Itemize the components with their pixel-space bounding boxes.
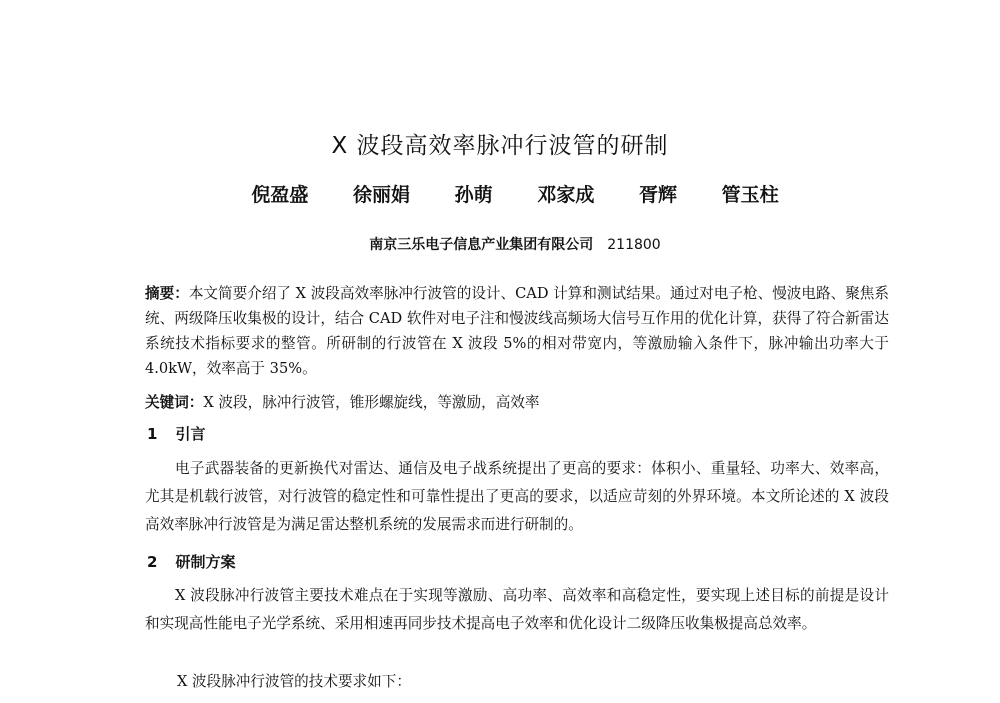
keywords-label: 关键词： bbox=[145, 394, 204, 411]
section-heading-introduction bbox=[147, 423, 205, 444]
section-heading-design-scheme bbox=[147, 551, 235, 572]
author-name: 徐丽娟 bbox=[353, 184, 411, 206]
author-name: 邓家成 bbox=[537, 184, 595, 206]
author-name: 倪盈盛 bbox=[251, 184, 309, 206]
author-name: 管玉柱 bbox=[721, 184, 779, 206]
keywords bbox=[145, 390, 889, 415]
abstract bbox=[145, 281, 889, 381]
paper-title: X 波段高效率脉冲行波管的研制 bbox=[331, 133, 669, 159]
affiliation bbox=[0, 234, 1000, 254]
section-number: 2 bbox=[147, 553, 158, 571]
zipcode: 211800 bbox=[607, 237, 661, 253]
keywords-text: X 波段，脉冲行波管，锥形螺旋线，等激励，高效率 bbox=[203, 394, 540, 411]
author-name: 孙萌 bbox=[454, 184, 493, 206]
section-title: 引言 bbox=[175, 425, 206, 443]
requirements-intro: X 波段脉冲行波管的技术要求如下： bbox=[177, 673, 411, 690]
section-number: 1 bbox=[147, 425, 158, 443]
affiliation-name: 南京三乐电子信息产业集团有限公司 bbox=[369, 237, 594, 253]
abstract-text: 本文简要介绍了 X 波段高效率脉冲行波管的设计、CAD 计算和测试结果。通过对电子枪、慢波电路、聚焦系统、两级降压收集极的设计，结合 CAD 软件对电子注和慢波线高频场大信号互作用的优化计算，获得了符合新雷达系统技术指标要求的整管。所研制的行波管在 X 波段 5%的相对带宽内，等激励输入条件下，脉冲输出功率大于 4.0kW，效率高于 35%。 bbox=[145, 285, 889, 377]
design-scheme-paragraph: X 波段脉冲行波管主要技术难点在于实现等激励、高功率、高效率和高稳定性，要实现上述目标的前提是设计和实现高性能电子光学系统、采用相速再同步技术提高电子效率和优化设计二级降压收集极提高总效率。 bbox=[145, 587, 889, 632]
abstract-label: 摘要： bbox=[145, 285, 189, 302]
author-list bbox=[0, 180, 1000, 207]
introduction-paragraph: 电子武器装备的更新换代对雷达、通信及电子战系统提出了更高的要求：体积小、重量轻、功率大、效率高，尤其是机载行波管，对行波管的稳定性和可靠性提出了更高的要求，以适应苛刻的外界环境。本文所论述的 X 波段高效率脉冲行波管是为满足雷达整机系统的发展需求而进行研制的。 bbox=[145, 460, 889, 533]
section-title: 研制方案 bbox=[175, 553, 236, 571]
author-name: 胥辉 bbox=[638, 184, 677, 206]
